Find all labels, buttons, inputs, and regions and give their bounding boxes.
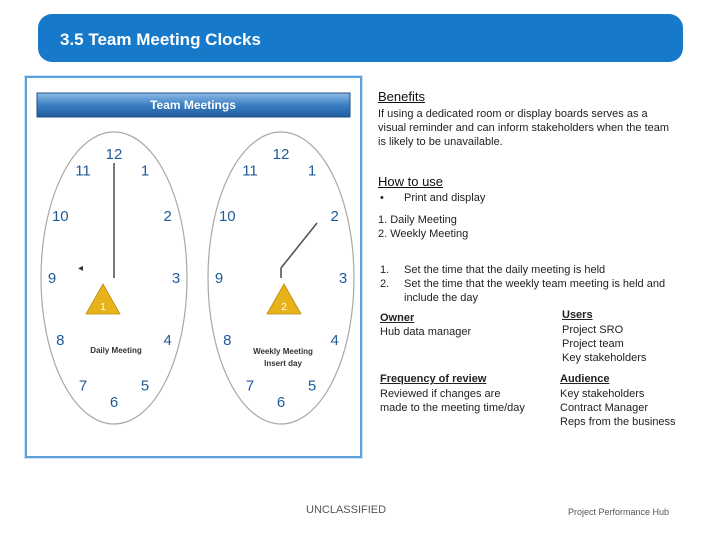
clock1-numeral-3: 3 xyxy=(171,270,181,287)
clock2-badge-label: 2 xyxy=(281,302,287,313)
clock1-numeral-7: 7 xyxy=(78,377,88,395)
clock1-numeral-6: 6 xyxy=(109,394,119,411)
users-heading: Users xyxy=(562,309,593,321)
benefits-text-line3: is likely to be unavailable. xyxy=(378,136,503,148)
clock1-numeral-8: 8 xyxy=(56,332,65,349)
clock1-numeral-1: 1 xyxy=(140,162,150,180)
clock2-numeral-1: 1 xyxy=(307,162,317,180)
clock1-numeral-12: 12 xyxy=(105,146,123,163)
owner-text: Hub data manager xyxy=(380,326,472,338)
frequency-heading: Frequency of review xyxy=(380,373,487,385)
footer-brand: Project Performance Hub xyxy=(568,507,670,517)
clock1-numeral-5: 5 xyxy=(140,377,150,395)
clock2-numeral-11: 11 xyxy=(242,162,258,180)
clock1-numeral-10: 10 xyxy=(51,208,69,225)
owner-heading: Owner xyxy=(380,312,415,324)
step-1-number: 1. xyxy=(380,264,390,276)
users-item-1: Project SRO xyxy=(562,324,624,336)
clock1-badge-label: 1 xyxy=(100,302,106,313)
clock1-pointer-icon: ◂ xyxy=(78,263,84,274)
clock1-numeral-9: 9 xyxy=(47,270,57,287)
clock2-numeral-8: 8 xyxy=(223,332,232,349)
clock2-numeral-6: 6 xyxy=(276,394,286,411)
clock2-numeral-2: 2 xyxy=(330,208,339,225)
clock2-numeral-7: 7 xyxy=(245,377,255,395)
daily-meeting-clock xyxy=(41,132,187,424)
how-to-use-list-item-2: 2. Weekly Meeting xyxy=(378,228,469,240)
benefits-text-line1: If using a dedicated room or display boards serves as a xyxy=(378,108,648,120)
clock2-numeral-4: 4 xyxy=(330,332,339,349)
weekly-meeting-clock xyxy=(208,132,354,424)
clock1-numeral-11: 11 xyxy=(75,162,91,180)
clock1-numeral-2: 2 xyxy=(163,208,172,225)
figure-header-text: Team Meetings xyxy=(150,98,236,112)
clock2-numeral-9: 9 xyxy=(214,270,224,287)
step-2-number: 2. xyxy=(380,278,390,290)
clock2-numeral-5: 5 xyxy=(307,377,317,395)
audience-heading: Audience xyxy=(560,373,610,385)
clock2-caption-line2: Insert day xyxy=(264,359,302,368)
frequency-text-line2: made to the meeting time/day xyxy=(380,402,525,414)
audience-item-1: Key stakeholders xyxy=(560,388,645,400)
meeting-clocks-figure xyxy=(25,76,362,458)
step-2-text-line2: include the day xyxy=(404,292,478,304)
footer-classification: UNCLASSIFIED xyxy=(306,504,387,516)
clock2-numeral-12: 12 xyxy=(272,146,290,163)
audience-item-3: Reps from the business xyxy=(560,416,676,428)
page-title: 3.5 Team Meeting Clocks xyxy=(60,30,261,49)
step-1-text: Set the time that the daily meeting is held xyxy=(404,264,606,276)
step-2-text-line1: Set the time that the weekly team meeting is held and xyxy=(404,278,666,290)
clock2-numeral-10: 10 xyxy=(218,208,236,225)
clock2-numeral-3: 3 xyxy=(338,270,348,287)
audience-item-2: Contract Manager xyxy=(560,402,649,414)
benefits-heading: Benefits xyxy=(378,89,425,104)
frequency-text-line1: Reviewed if changes are xyxy=(380,388,501,400)
clocks-svg xyxy=(27,78,360,456)
clock1-caption: Daily Meeting xyxy=(90,346,142,355)
users-item-3: Key stakeholders xyxy=(562,352,647,364)
how-to-use-heading: How to use xyxy=(378,174,444,189)
clock2-caption-line1: Weekly Meeting xyxy=(253,347,313,356)
how-to-use-bullet: • xyxy=(380,192,384,204)
how-to-use-bullet-text: Print and display xyxy=(404,192,486,204)
users-item-2: Project team xyxy=(562,338,624,350)
how-to-use-list-item-1: 1. Daily Meeting xyxy=(378,214,457,226)
benefits-text-line2: visual reminder and can inform stakeholders when the team xyxy=(378,122,670,134)
clock1-numeral-4: 4 xyxy=(163,332,172,349)
